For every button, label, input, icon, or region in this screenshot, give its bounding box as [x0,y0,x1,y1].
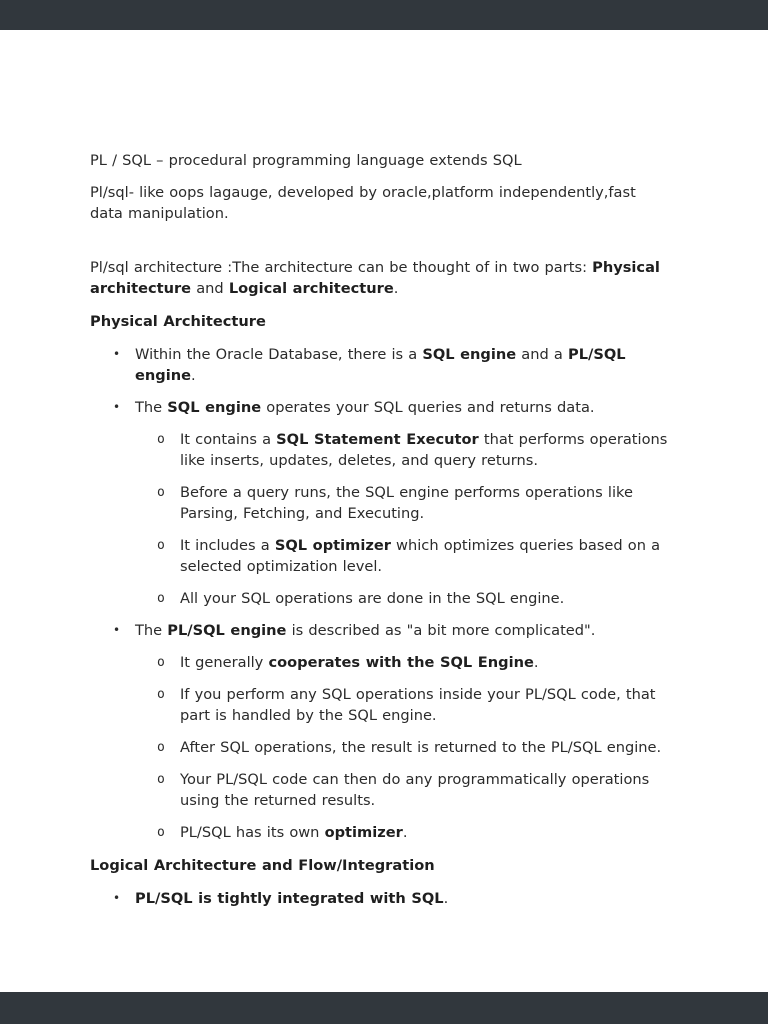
text-segment: . [533,654,539,671]
list-item-text [180,822,672,843]
list-item-text [180,737,672,758]
text-segment: Physical Architecture [90,313,266,330]
sub-bullet-marker-icon: o [157,740,165,755]
text-segment: . [443,890,449,907]
list-item-text [180,482,672,524]
text-segment: PL/SQL engine [135,346,626,384]
sub-bullet-marker-icon: o [157,485,165,500]
text-segment: and [191,280,229,297]
sub-bullet-marker-icon: o [157,772,165,787]
sub-bullet-item [157,769,672,811]
document-body [90,150,672,909]
sub-bullet-marker-icon: o [157,687,165,702]
sub-bullet-marker-icon: o [157,825,165,840]
sub-bullet-marker-icon: o [157,432,165,447]
text-segment: It includes a [180,537,275,554]
text-segment: After SQL operations, the result is returned to the PL/SQL engine. [180,739,662,756]
paragraph [90,257,672,299]
text-segment: Physical architecture [90,259,660,297]
bullet-item [113,620,672,641]
list-item-text [180,769,672,811]
text-segment: It contains a [180,431,277,448]
paragraph [90,182,672,224]
text-segment: PL/SQL engine [167,622,287,639]
text-segment: Your PL/SQL code can then do any programmatically operations using the returned results. [180,771,650,809]
text-segment: operates your SQL queries and returns data. [261,399,595,416]
list-item-text [180,684,672,726]
viewer-bottom-bar [0,992,768,1024]
document-page [0,30,768,992]
text-segment: SQL engine [167,399,262,416]
text-segment: SQL Statement Executor [276,431,479,448]
list-item-text [180,429,672,471]
bullet-item [113,888,672,909]
text-segment: PL / SQL – procedural programming language extends SQL [90,152,522,169]
text-segment: and a [516,346,568,363]
bullet-item [113,344,672,386]
sub-bullet-item [157,684,672,726]
viewer-top-bar [0,0,768,30]
text-segment: Pl/sql architecture :The architecture can be thought of in two parts: [90,259,593,276]
list-item-text [180,535,672,577]
text-segment: The [135,622,168,639]
text-segment: PL/SQL is tightly integrated with SQL [135,890,444,907]
text-segment: . [393,280,399,297]
list-item-text [135,888,672,909]
bullet-marker-icon: • [113,891,121,905]
text-segment: It generally [180,654,269,671]
text-segment: Logical architecture [228,280,394,297]
text-segment: If you perform any SQL operations inside your PL/SQL code, that part is handled by the SQL engine. [180,686,656,724]
bullet-item [113,397,672,418]
text-segment: SQL engine [422,346,517,363]
text-segment: that performs operations like inserts, updates, deletes, and query returns. [180,431,668,469]
sub-bullet-item [157,482,672,524]
text-segment: Within the Oracle Database, there is a [135,346,423,363]
sub-bullet-item [157,652,672,673]
sub-bullet-item [157,737,672,758]
text-segment: . [191,367,196,384]
sub-bullet-marker-icon: o [157,538,165,553]
sub-bullet-item [157,535,672,577]
section-heading [90,311,672,332]
text-segment: Before a query runs, the SQL engine performs operations like Parsing, Fetching, and Executing. [180,484,633,522]
text-segment: which optimizes queries based on a selected optimization level. [180,537,661,575]
list-item-text [135,620,672,641]
sub-bullet-marker-icon: o [157,591,165,606]
sub-bullet-item [157,588,672,609]
text-segment: Logical Architecture and Flow/Integration [90,857,435,874]
text-segment: Pl/sql- like oops lagauge, developed by oracle,platform independently,fast data manipulation. [90,184,636,222]
paragraph [90,150,672,171]
list-item-text [135,344,672,386]
bullet-marker-icon: • [113,347,121,361]
bullet-marker-icon: • [113,623,121,637]
text-segment: SQL optimizer [274,537,391,554]
sub-bullet-item [157,429,672,471]
text-segment: optimizer [324,824,403,841]
text-segment: cooperates with the SQL Engine [268,654,534,671]
sub-bullet-item [157,822,672,843]
sub-bullet-marker-icon: o [157,655,165,670]
text-segment: The [135,399,168,416]
text-segment: PL/SQL has its own [180,824,325,841]
list-item-text [180,652,672,673]
list-item-text [135,397,672,418]
text-segment: is described as "a bit more complicated". [286,622,596,639]
text-segment: . [402,824,408,841]
list-item-text [180,588,672,609]
bullet-marker-icon: • [113,400,121,414]
section-heading [90,855,672,876]
text-segment: All your SQL operations are done in the SQL engine. [180,590,565,607]
